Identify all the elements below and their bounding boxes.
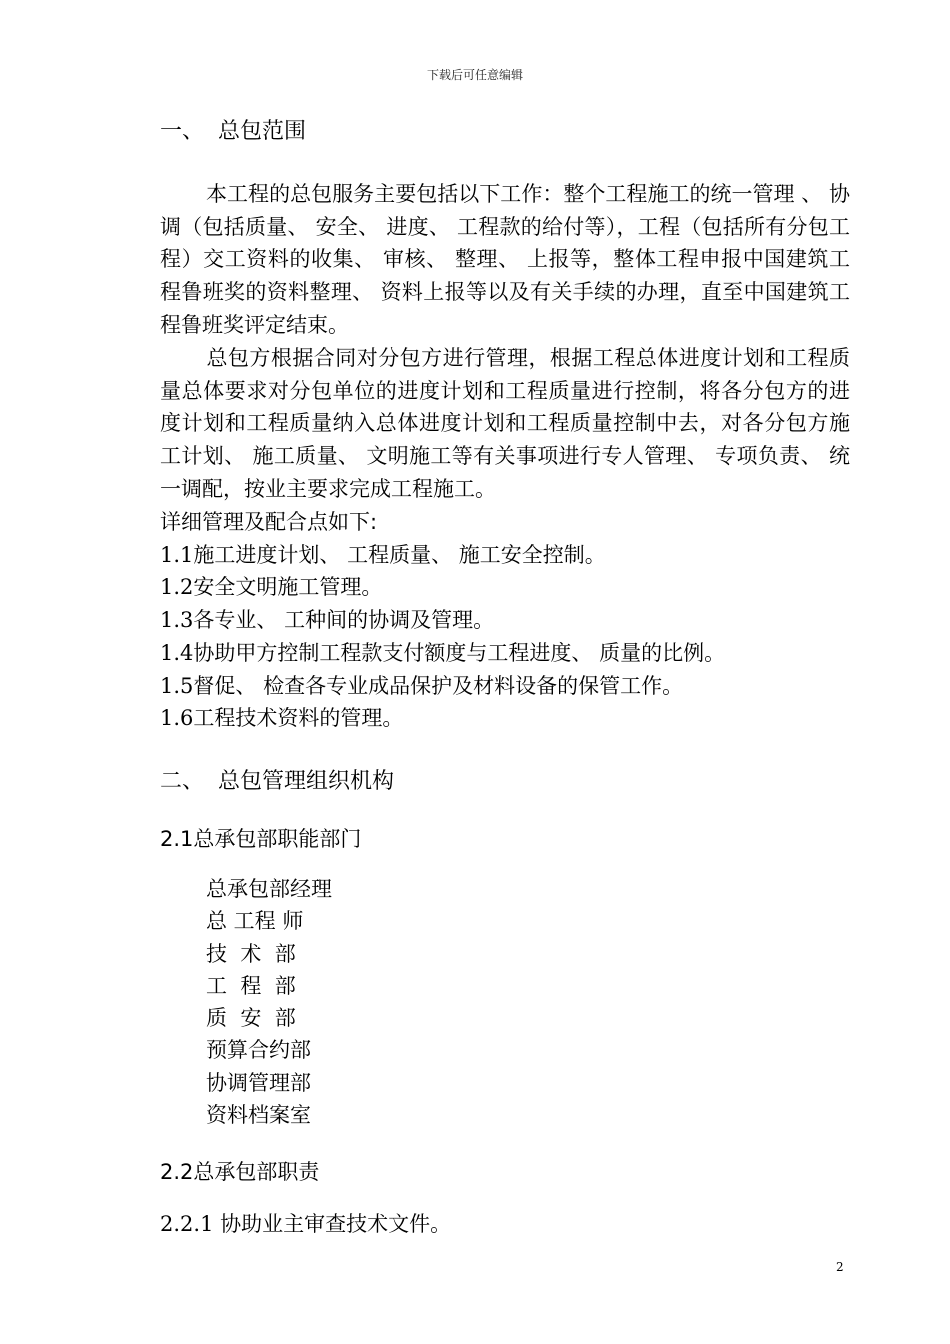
section-1-number: 一、 (160, 119, 205, 144)
list-item-text: 督促、 检查各专业成品保护及材料设备的保管工作。 (193, 673, 684, 698)
subsection-2-1-heading (160, 823, 361, 853)
section-2-number: 二、 (160, 769, 205, 794)
department-item: 技 术 部 (206, 941, 296, 966)
department-list (206, 873, 332, 1131)
department-item: 总 工程 师 (206, 909, 304, 934)
subsection-title: 总承包部职能部门 (193, 827, 362, 851)
department-item: 协调管理部 (206, 1070, 311, 1095)
intro-line: 详细管理及配合点如下: (160, 510, 378, 534)
list-item-text: 安全文明施工管理。 (193, 575, 383, 600)
department-item: 质 安 部 (206, 1006, 296, 1031)
duty-text: 协助业主审查技术文件。 (220, 1212, 452, 1236)
list-item-number: 1.6 (160, 706, 194, 731)
section-1-paragraph-2 (160, 342, 850, 506)
duty-list (160, 1208, 451, 1241)
department-item: 总承包部经理 (206, 877, 332, 901)
page-number: 2 (836, 1260, 844, 1274)
list-item (160, 571, 725, 604)
list-item (160, 702, 725, 735)
subsection-number: 2.1 (160, 827, 194, 851)
list-item-number: 1.4 (160, 640, 194, 665)
page-header: 下载后可任意编辑 (426, 68, 523, 82)
paragraph-2-text: 总包方根据合同对分包方进行管理，根据工程总体进度计划和工程质量总体要求对分包单位的进度计划和工程质量进行控制，将各分包方的进度计划和工程质量纳入总体进度计划和工程质量控制中去，对各分包方施工计划、 施工质量、 文明施工等有关事项进行专人管理、 专项负责、 统一调配，按业主要求完成工程施工。 (160, 346, 850, 501)
paragraph-1-text: 本工程的总包服务主要包括以下工作：整个工程施工的统一管理 、 协调（包括质量、 安全、 进度、 工程款的给付等），工程（包括所有分包工程）交工资料的收集、 审核、 整理、 上报等，整体工程申报中国建筑工程鲁班奖的资料整理、 资料上报等以及有关手续的办理，直至中国建筑工程鲁班奖评定结束。 (160, 182, 850, 337)
list-item-number: 1.2 (160, 575, 194, 600)
list-item-text: 各专业、 工种间的协调及管理。 (193, 608, 495, 633)
list-item-number: 1.5 (160, 673, 194, 698)
subsection-title: 总承包部职责 (193, 1160, 320, 1184)
list-item (160, 670, 725, 703)
duty-item (160, 1208, 451, 1241)
list-item-text: 协助甲方控制工程款支付额度与工程进度、 质量的比例。 (193, 640, 726, 665)
department-item: 工 程 部 (206, 973, 296, 998)
section-1-list (160, 506, 725, 735)
list-item-text: 工程技术资料的管理。 (193, 706, 404, 731)
section-1-paragraph-1 (160, 178, 850, 342)
list-item (160, 604, 725, 637)
duty-number: 2.2.1 (160, 1212, 214, 1236)
section-2-heading (160, 764, 394, 795)
section-2-title: 总包管理组织机构 (218, 769, 395, 794)
list-item (160, 637, 725, 670)
subsection-number: 2.2 (160, 1160, 194, 1184)
department-item: 资料档案室 (206, 1103, 311, 1128)
subsection-2-2-heading (160, 1156, 319, 1186)
section-1-heading (160, 114, 306, 145)
list-item-text: 施工进度计划、 工程质量、 施工安全控制。 (193, 542, 606, 567)
section-1-title: 总包范围 (218, 119, 307, 144)
list-item-number: 1.1 (160, 542, 194, 567)
list-item (160, 539, 725, 572)
department-item: 预算合约部 (206, 1038, 311, 1063)
list-item-number: 1.3 (160, 608, 194, 633)
